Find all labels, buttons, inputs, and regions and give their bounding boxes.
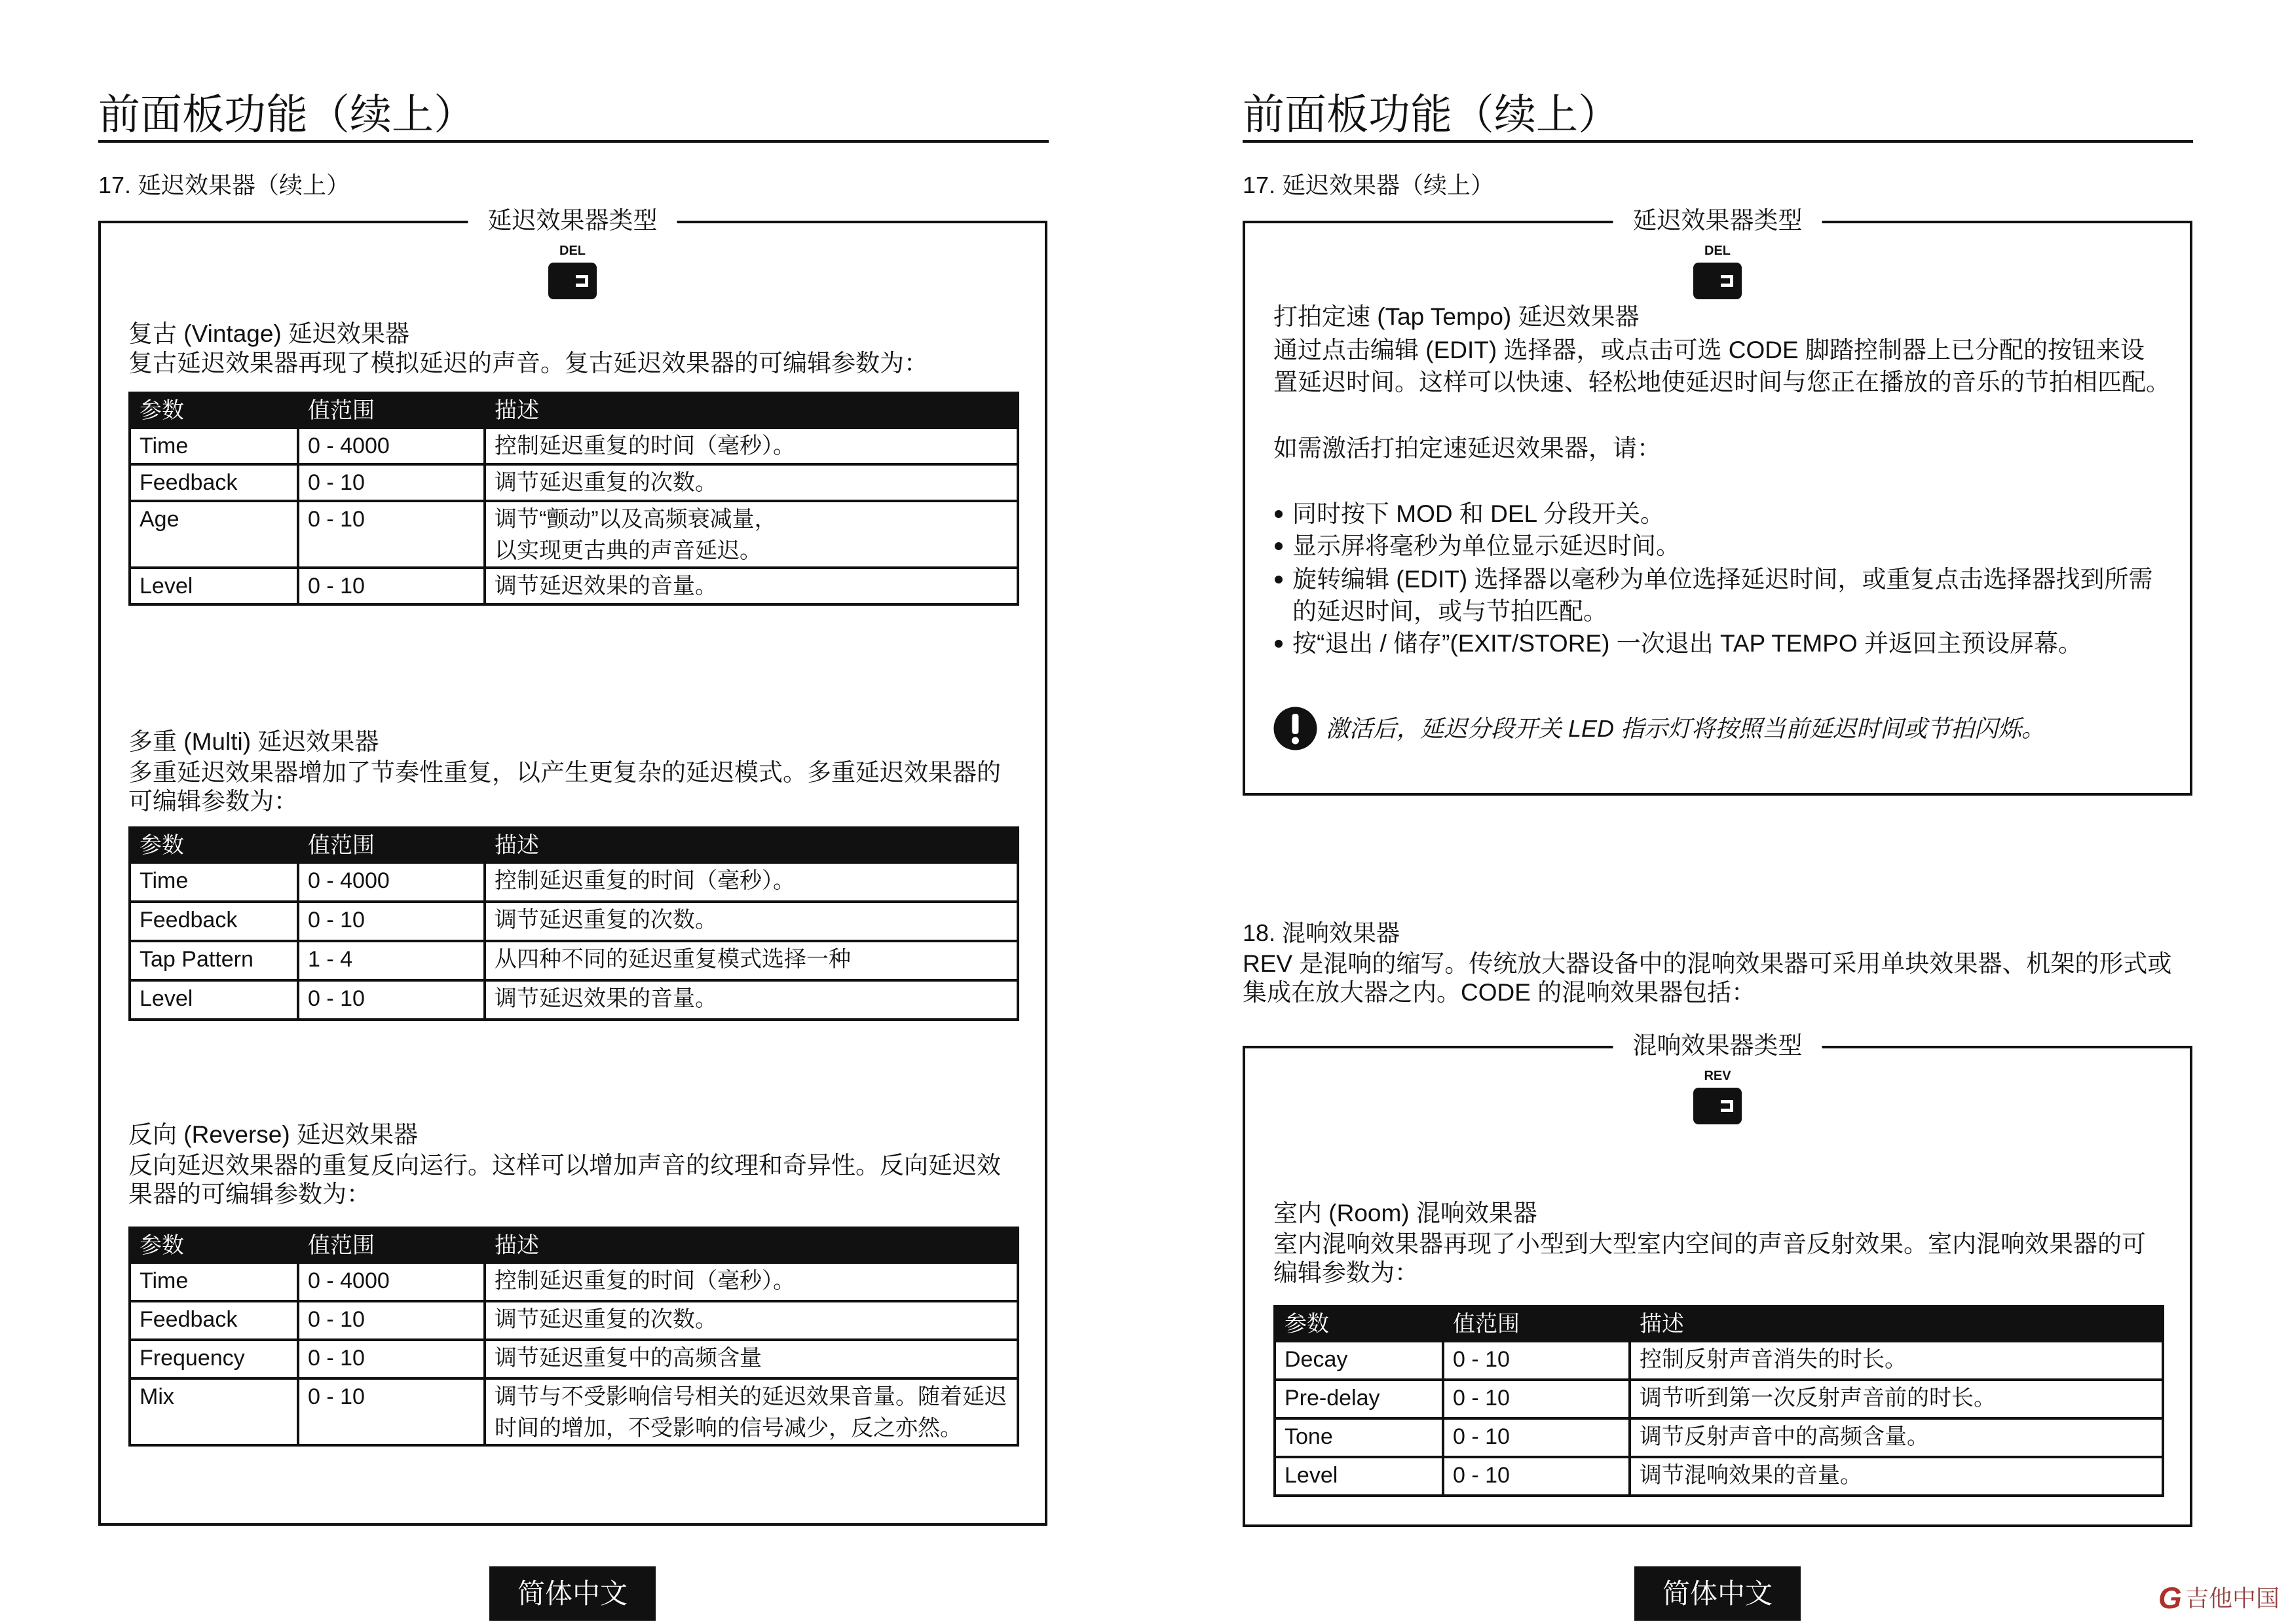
range-cell: 0 - 10 [298,568,485,604]
range-cell: 0 - 10 [1443,1457,1630,1496]
tap-tempo-intro: 如需激活打拍定速延迟效果器，请： [1273,435,1661,462]
description-line: 调节延迟重复的次数。 [495,1307,717,1332]
parameter-cell: Feedback [130,1301,298,1340]
description-line: 从四种不同的延迟重复模式选择一种 [495,947,851,972]
watermark-logo: G [2158,1581,2182,1615]
range-cell: 0 - 4000 [298,428,485,464]
room-reverb-description-line: 室内混响效果器再现了小型到大型室内空间的声音反射效果。室内混响效果器的可 [1273,1230,2146,1257]
reverb-description-line: 集成在放大器之内。CODE 的混响效果器包括： [1243,979,1756,1006]
range-cell: 0 - 4000 [298,862,485,902]
vintage-parameter-table [128,392,1019,606]
description-cell [485,1378,1018,1445]
del-footswitch-icon [1693,263,1742,299]
column-header-description: 描述 [485,393,1018,428]
del-icon-label: DEL [1704,244,1731,258]
parameter-cell: Level [130,980,298,1020]
range-cell: 1 - 4 [298,941,485,980]
bullet-dot [1275,542,1283,550]
description-line: 调节延迟效果的音量。 [495,574,717,599]
description-line: 调节听到第一次反射声音前的时长。 [1640,1386,1996,1411]
table-row [130,862,1018,902]
parameter-cell: Pre-delay [1275,1380,1443,1418]
description-cell [485,501,1018,568]
panel-title: 延迟效果器类型 [468,204,677,237]
table-row [1275,1341,2163,1380]
vintage-delay-heading: 复古 (Vintage) 延迟效果器 [128,320,410,347]
parameter-cell: Tap Pattern [130,941,298,980]
description-cell [485,568,1018,604]
description-cell [485,428,1018,464]
description-line: 调节延迟重复的次数。 [495,908,717,932]
parameter-cell: Tone [1275,1418,1443,1457]
table-row [130,1263,1018,1301]
range-cell: 0 - 10 [298,1301,485,1340]
tap-tempo-description-line: 置延迟时间。这样可以快速、轻松地使延迟时间与您正在播放的音乐的节拍相匹配。 [1273,369,2170,396]
table-head [130,1228,1018,1263]
description-line: 调节与不受影响信号相关的延迟效果音量。随着延迟 [495,1384,1007,1409]
parameter-cell: Feedback [130,902,298,941]
range-cell: 0 - 10 [298,1340,485,1378]
table-header-row [1275,1306,2163,1341]
reverse-delay-description-line: 反向延迟效果器的重复反向运行。这样可以增加声音的纹理和奇异性。反向延迟效 [128,1152,1001,1179]
range-cell: 0 - 10 [298,501,485,568]
description-line: 调节反射声音中的高频含量。 [1640,1424,1929,1449]
description-line: 调节混响效果的音量。 [1640,1463,1862,1488]
table-header-row [130,1228,1018,1263]
range-cell: 0 - 10 [1443,1341,1630,1380]
description-line: 调节延迟效果的音量。 [495,986,717,1011]
parameter-cell: Decay [1275,1341,1443,1380]
table-row [130,1301,1018,1340]
description-cell [1630,1341,2163,1380]
column-header-description: 描述 [1630,1306,2163,1341]
description-line: 控制延迟重复的时间（毫秒）。 [495,434,795,458]
vintage-delay-description: 复古延迟效果器再现了模拟延迟的声音。复古延迟效果器的可编辑参数为： [128,350,928,377]
description-cell [1630,1457,2163,1496]
description-cell [485,862,1018,902]
description-line: 以实现更古典的声音延迟。 [495,538,762,563]
column-header-range: 值范围 [298,393,485,428]
language-footer: 简体中文 [489,1566,656,1621]
multi-delay-description-line: 多重延迟效果器增加了节奏性重复，以产生更复杂的延迟模式。多重延迟效果器的 [128,759,1001,786]
table-body [1275,1341,2163,1496]
reverse-parameter-table [128,1227,1019,1447]
table-head [1275,1306,2163,1341]
del-footswitch-icon [548,263,597,299]
del-icon-label: DEL [559,244,586,258]
step-text-continued: 的延迟时间，或与节拍匹配。 [1292,598,1607,625]
page-title: 前面板功能（续上） [98,91,476,138]
table-row [130,941,1018,980]
description-cell [1630,1418,2163,1457]
range-cell: 0 - 10 [298,980,485,1020]
description-line: 时间的增加，不受影响的信号减少，反之亦然。 [495,1416,962,1441]
reverb-section-heading: 18. 混响效果器 [1243,919,1400,946]
section-heading: 17. 延迟效果器（续上） [98,172,350,198]
description-line: 控制反射声音消失的时长。 [1640,1347,1907,1372]
page-title: 前面板功能（续上） [1243,91,1620,138]
parameter-cell: Age [130,501,298,568]
table-header-row [130,393,1018,428]
language-footer: 简体中文 [1634,1566,1801,1621]
table-body [130,862,1018,1020]
panel-title: 混响效果器类型 [1613,1029,1822,1062]
column-header-parameter: 参数 [130,1228,298,1263]
range-cell: 0 - 10 [298,464,485,501]
description-cell [485,1301,1018,1340]
column-header-range: 值范围 [1443,1306,1630,1341]
watermark-text: 吉他中国 [2185,1585,2280,1612]
description-cell [1630,1380,2163,1418]
right-page [1145,0,2290,1624]
table-body [130,428,1018,604]
room-reverb-description-line: 编辑参数为： [1273,1259,1419,1286]
column-header-parameter: 参数 [130,393,298,428]
step-text: 显示屏将毫秒为单位显示延迟时间。 [1292,532,1680,559]
room-reverb-heading: 室内 (Room) 混响效果器 [1273,1200,1537,1227]
parameter-cell: Time [130,428,298,464]
reverse-delay-heading: 反向 (Reverse) 延迟效果器 [128,1121,418,1148]
step-text: 旋转编辑 (EDIT) 选择器以毫秒为单位选择延迟时间，或重复点击选择器找到所需 [1292,566,2153,593]
table-body [130,1263,1018,1445]
description-cell [485,1263,1018,1301]
range-cell: 0 - 10 [298,902,485,941]
description-cell [485,941,1018,980]
description-cell [485,980,1018,1020]
bullet-dot [1275,510,1283,518]
column-header-description: 描述 [485,828,1018,862]
tap-tempo-heading: 打拍定速 (Tap Tempo) 延迟效果器 [1273,303,1640,330]
parameter-cell: Time [130,1263,298,1301]
description-line: 调节“颤动”以及高频衰减量， [495,507,777,532]
column-header-parameter: 参数 [1275,1306,1443,1341]
parameter-cell: Feedback [130,464,298,501]
section-heading: 17. 延迟效果器（续上） [1243,172,1495,198]
table-head [130,393,1018,428]
range-cell: 0 - 10 [1443,1380,1630,1418]
rev-icon-label: REV [1704,1069,1731,1083]
description-cell [485,464,1018,501]
title-underline [98,140,1049,143]
description-line: 控制延迟重复的时间（毫秒）。 [495,868,795,893]
reverse-delay-description-line: 果器的可编辑参数为： [128,1181,371,1208]
step-text: 按“退出 / 储存”(EXIT/STORE) 一次退出 TAP TEMPO 并返回主预设屏幕。 [1292,630,2082,657]
room-parameter-table [1273,1305,2164,1497]
table-row [1275,1457,2163,1496]
table-header-row [130,828,1018,862]
table-row [1275,1380,2163,1418]
reverb-description-line: REV 是混响的缩写。传统放大器设备中的混响效果器可采用单块效果器、机架的形式或 [1243,950,2172,977]
table-row [130,464,1018,501]
table-head [130,828,1018,862]
range-cell: 0 - 4000 [298,1263,485,1301]
title-underline [1243,140,2193,143]
description-line: 控制延迟重复的时间（毫秒）。 [495,1268,795,1293]
column-header-parameter: 参数 [130,828,298,862]
parameter-cell: Level [130,568,298,604]
step-text: 同时按下 MOD 和 DEL 分段开关。 [1292,500,1665,527]
table-row [130,428,1018,464]
rev-footswitch-icon [1693,1088,1742,1124]
tap-tempo-description-line: 通过点击编辑 (EDIT) 选择器，或点击可选 CODE 脚踏控制器上已分配的按钮来设 [1273,337,2145,363]
parameter-cell: Time [130,862,298,902]
bullet-dot [1275,640,1283,648]
description-cell [485,902,1018,941]
panel-title: 延迟效果器类型 [1613,204,1822,237]
column-header-description: 描述 [485,1228,1018,1263]
range-cell: 0 - 10 [1443,1418,1630,1457]
tap-tempo-note: 激活后，延迟分段开关 LED 指示灯将按照当前延迟时间或节拍闪烁。 [1326,715,2046,742]
table-row [130,902,1018,941]
bullet-dot [1275,576,1283,583]
warning-icon [1273,707,1317,750]
table-row [130,980,1018,1020]
parameter-cell: Mix [130,1378,298,1445]
description-line: 调节延迟重复的次数。 [495,470,717,495]
multi-parameter-table [128,826,1019,1021]
description-line: 调节延迟重复中的高频含量 [495,1346,762,1371]
table-row [130,1340,1018,1378]
parameter-cell: Level [1275,1457,1443,1496]
multi-delay-description-line: 可编辑参数为： [128,788,298,815]
parameter-cell: Frequency [130,1340,298,1378]
description-cell [485,1340,1018,1378]
range-cell: 0 - 10 [298,1378,485,1445]
table-row [1275,1418,2163,1457]
column-header-range: 值范围 [298,828,485,862]
column-header-range: 值范围 [298,1228,485,1263]
multi-delay-heading: 多重 (Multi) 延迟效果器 [128,728,379,755]
table-row [130,501,1018,568]
table-row [130,568,1018,604]
table-row [130,1378,1018,1445]
